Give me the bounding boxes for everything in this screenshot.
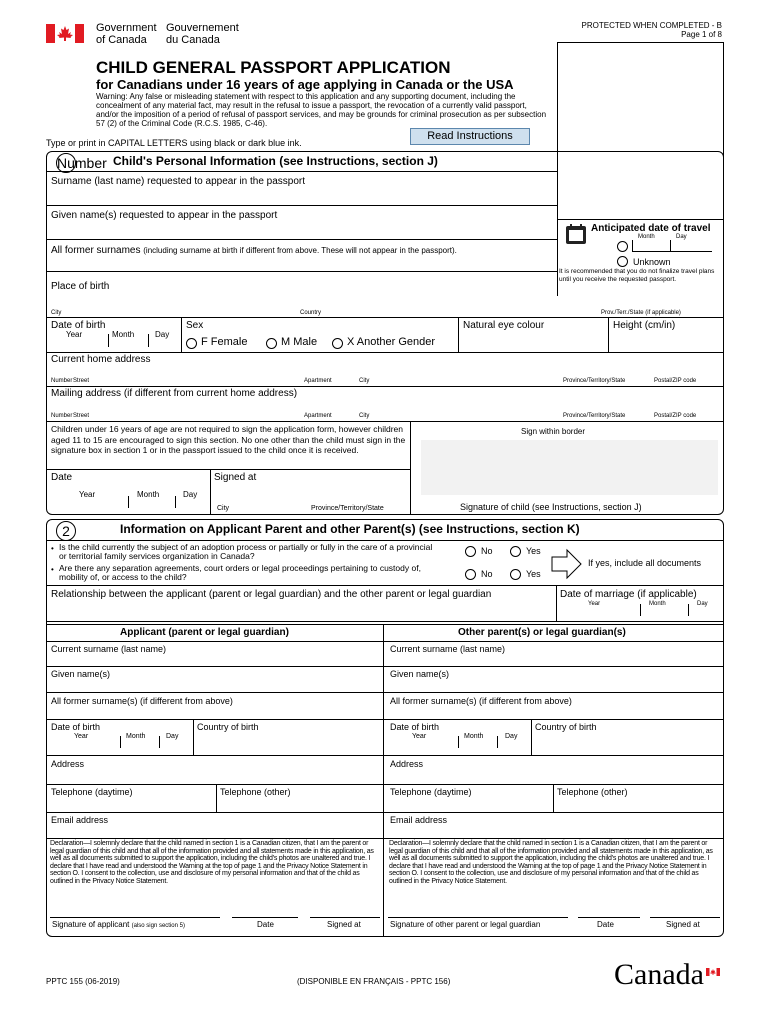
applicant-dob-day-label: Day bbox=[166, 733, 179, 740]
other-address-label: Address bbox=[390, 759, 424, 769]
applicant-dob-month-label: Month bbox=[126, 733, 146, 740]
gov-fr-line2: du Canada bbox=[166, 34, 220, 46]
q2-text: Are there any separation agreements, court orders or legal proceedings pertaining to custody of, mobility of, or access to the child? bbox=[59, 563, 421, 582]
other-given-label: Given name(s) bbox=[390, 669, 450, 679]
q2-no-label: No bbox=[481, 569, 493, 579]
q1-no-label: No bbox=[481, 546, 493, 556]
child-signed-city-label: City bbox=[217, 505, 230, 512]
q2-yes-radio[interactable] bbox=[510, 569, 521, 580]
other-parent-column-title: Other parent(s) or legal guardian(s) bbox=[458, 627, 626, 638]
canada-flag-logo bbox=[46, 24, 84, 43]
form-title: CHILD GENERAL PASSPORT APPLICATION bbox=[96, 58, 451, 77]
other-sig-date-label: Date bbox=[597, 920, 614, 929]
sex-female-radio[interactable] bbox=[186, 338, 197, 349]
protected-label: PROTECTED WHEN COMPLETED - B bbox=[581, 21, 722, 30]
calendar-icon bbox=[565, 223, 587, 245]
applicant-tel-other-label: Telephone (other) bbox=[220, 787, 291, 797]
other-dob-year-label: Year bbox=[412, 733, 427, 740]
eye-colour-label: Natural eye colour bbox=[463, 320, 545, 331]
other-dob-month-label: Month bbox=[464, 733, 484, 740]
sign-within-border-label: Sign within border bbox=[521, 427, 586, 436]
other-dob-day-label: Day bbox=[505, 733, 518, 740]
sex-female-label: F Female bbox=[201, 336, 248, 348]
relationship-label: Relationship between the applicant (parent or legal guardian) and the other parent or legal guardian bbox=[51, 589, 492, 600]
travel-day-label: Day bbox=[676, 234, 687, 240]
q1-yes-label: Yes bbox=[526, 546, 541, 556]
home-apartment-label: Apartment bbox=[304, 378, 332, 384]
other-sig-signed-at-label: Signed at bbox=[666, 920, 700, 929]
former-surnames-note: (including surname at birth if different from above. These will not appear in the passport). bbox=[143, 246, 457, 255]
q1-no-radio[interactable] bbox=[465, 546, 476, 557]
q1-text: Is the child currently the subject of an adoption process or partially or fully in the care of a provincial or territorial family services organization in Canada? bbox=[59, 542, 433, 561]
mail-postal-label: Postal/ZIP code bbox=[654, 413, 697, 419]
other-signature-label: Signature of other parent or legal guardian bbox=[390, 920, 541, 929]
sex-another-radio[interactable] bbox=[332, 338, 343, 349]
sex-male-label: M Male bbox=[281, 336, 318, 348]
marriage-year: Year bbox=[588, 601, 601, 607]
travel-month-label: Month bbox=[638, 234, 655, 240]
applicant-email-label: Email address bbox=[51, 815, 109, 825]
applicant-signature-label: Signature of applicant (also sign section 5) bbox=[52, 920, 185, 929]
travel-unknown-radio[interactable] bbox=[617, 256, 628, 267]
travel-unknown-label: Unknown bbox=[633, 257, 671, 267]
other-former-label: All former surname(s) (if different from above) bbox=[390, 696, 572, 706]
mail-city-label: City bbox=[359, 413, 370, 419]
surname-input[interactable] bbox=[46, 188, 556, 204]
travel-title: Anticipated date of travel bbox=[591, 223, 711, 234]
q1-bullet-icon: • bbox=[51, 544, 54, 553]
other-country-birth-label: Country of birth bbox=[535, 722, 597, 732]
former-surnames-input[interactable] bbox=[46, 258, 556, 270]
child-date-day-label: Day bbox=[183, 490, 198, 499]
applicant-dob-year-label: Year bbox=[74, 733, 89, 740]
home-address-label: Current home address bbox=[51, 354, 151, 365]
q1-yes-radio[interactable] bbox=[510, 546, 521, 557]
travel-date-radio[interactable] bbox=[617, 241, 628, 252]
other-email-label: Email address bbox=[390, 815, 448, 825]
mail-number-label: Number bbox=[51, 413, 73, 419]
former-surnames-label: All former surnames (including surname at birth if different from above. These will not appear in the passport). bbox=[51, 245, 457, 256]
mail-street-label: Street bbox=[73, 413, 90, 419]
wordmark-flag-icon bbox=[706, 963, 720, 971]
applicant-address-label: Address bbox=[51, 759, 85, 769]
pob-country-label: Country bbox=[300, 310, 322, 316]
arrow-right-icon bbox=[551, 548, 583, 580]
section1-title: Child's Personal Information (see Instructions, section J) bbox=[113, 154, 438, 168]
surname-label: Surname (last name) requested to appear in the passport bbox=[51, 176, 306, 187]
applicant-tel-day-label: Telephone (daytime) bbox=[51, 787, 133, 797]
section2-number: 2 bbox=[56, 521, 76, 541]
page-number: Page 1 of 8 bbox=[681, 30, 722, 39]
other-tel-day-label: Telephone (daytime) bbox=[390, 787, 472, 797]
mail-apartment-label: Apartment bbox=[304, 413, 332, 419]
home-postal-label: Postal/ZIP code bbox=[654, 378, 697, 384]
pob-city-label: City bbox=[51, 310, 62, 316]
applicant-sig-signed-at-label: Signed at bbox=[327, 920, 361, 929]
section2-title: Information on Applicant Parent and other Parent(s) (see Instructions, section K) bbox=[120, 522, 580, 536]
mailing-address-label: Mailing address (if different from current home address) bbox=[51, 388, 298, 399]
given-name-input[interactable] bbox=[46, 222, 556, 238]
form-code: PPTC 155 (06-2019) bbox=[46, 977, 120, 986]
applicant-dob-label: Date of birth bbox=[51, 722, 101, 732]
applicant-declaration: Declaration—I solemnly declare that the child named in section 1 is a Canadian citizen, that I am the parent or legal guardian of this child and that all of the information provided and all statements made in this application, as well as all documents submitted to support the application, including the child's photos are unaltered and true. I declare that I have read and understood the Warning at the top of page 1 and the Privacy Notice Statement in section O. I consent to the collection, use and disclosure of my personal information and that of the child as outlined in the Privacy Notice Statement. bbox=[50, 840, 374, 885]
pob-prov-label: Prov./Terr./State (if applicable) bbox=[601, 310, 681, 316]
home-number-label: Number bbox=[51, 378, 73, 384]
height-label: Height (cm/in) bbox=[613, 320, 676, 331]
q2-bullet-icon: • bbox=[51, 565, 54, 574]
sex-another-label: X Another Gender bbox=[347, 336, 436, 348]
child-signed-prov-label: Province/Territory/State bbox=[311, 505, 384, 512]
child-signed-at-label: Signed at bbox=[214, 472, 257, 483]
q2-no-radio[interactable] bbox=[465, 569, 476, 580]
marriage-day-label: Day bbox=[697, 601, 708, 607]
dob-label: Date of birth bbox=[51, 320, 106, 331]
other-declaration: Declaration—I solemnly declare that the child named in section 1 is a Canadian citizen, that I am the parent or legal guardian of this child and that all of the information provided and all statements made in this application, as well as all documents submitted to support the application, including the child's photos are unaltered and true. I declare that I have read and understood the Warning at the top of page 1 and the Privacy Notice Statement in section O. I consent to the collection, use and disclosure of my personal information and that of the child as outlined in the Privacy Notice Statement. bbox=[389, 840, 713, 885]
home-prov-label: Province/Territory/State bbox=[563, 378, 626, 384]
child-date-month-label: Month bbox=[137, 490, 160, 499]
child-date-label: Date bbox=[51, 472, 73, 483]
home-street-label: Street bbox=[73, 378, 90, 384]
other-surname-label: Current surname (last name) bbox=[390, 644, 506, 654]
marriage-month-label: Month bbox=[649, 601, 666, 607]
applicant-sig-date-label: Date bbox=[257, 920, 274, 929]
if-yes-label: If yes, include all documents bbox=[588, 558, 702, 568]
gov-fr-line1: Gouvernement bbox=[166, 22, 239, 34]
other-dob-label: Date of birth bbox=[390, 722, 440, 732]
applicant-country-birth-label: Country of birth bbox=[197, 722, 259, 732]
q2-yes-label: Yes bbox=[526, 569, 541, 579]
mail-prov-label: Province/Territory/State bbox=[563, 413, 626, 419]
marriage-label: Date of marriage (if applicable) bbox=[560, 589, 697, 600]
dob-day-label: Day bbox=[155, 330, 170, 339]
dob-year-label: Year bbox=[66, 330, 83, 339]
travel-note: It is recommended that you do not finalize travel plans until you receive the requested passport. bbox=[559, 268, 715, 283]
sex-label: Sex bbox=[186, 320, 204, 331]
section1-number: Number bbox=[57, 155, 107, 171]
form-subtitle: for Canadians under 16 years of age applying in Canada or the USA bbox=[96, 77, 514, 92]
gov-en-line2: of Canada bbox=[96, 34, 147, 46]
other-tel-other-label: Telephone (other) bbox=[557, 787, 628, 797]
read-instructions-button[interactable]: Read Instructions bbox=[410, 128, 530, 145]
applicant-given-label: Given name(s) bbox=[51, 669, 111, 679]
applicant-former-label: All former surname(s) (if different from above) bbox=[51, 696, 233, 706]
french-version-note: (DISPONIBLE EN FRANÇAIS - PPTC 156) bbox=[297, 977, 451, 986]
children-signature-note: Children under 16 years of age are not required to sign the application form, however children aged 11 to 15 are encouraged to sign this section. No one other than the child must sign in the signature box in section 1 or in the passport issued to the child once it is received. bbox=[51, 424, 406, 455]
type-instruction: Type or print in CAPITAL LETTERS using black or dark blue ink. bbox=[46, 138, 302, 148]
child-signature-box[interactable] bbox=[421, 440, 718, 495]
canada-wordmark: Canada bbox=[614, 958, 704, 991]
applicant-column-title: Applicant (parent or legal guardian) bbox=[120, 627, 289, 638]
place-of-birth-label: Place of birth bbox=[51, 281, 110, 292]
home-city-label: City bbox=[359, 378, 370, 384]
child-signature-label: Signature of child (see Instructions, section J) bbox=[460, 502, 642, 512]
dob-month-label: Month bbox=[112, 330, 135, 339]
sex-male-radio[interactable] bbox=[266, 338, 277, 349]
child-date-year-label: Year bbox=[79, 490, 96, 499]
applicant-surname-label: Current surname (last name) bbox=[51, 644, 167, 654]
other-signature-field[interactable] bbox=[386, 896, 722, 916]
gov-en-line1: Government bbox=[96, 22, 157, 34]
warning-text: Warning: Any false or misleading statement with respect to this application and any supporting document, including the concealment of any material fact, may result in the refusal to issue a passport, the revocation of a currently valid passport, and/or the imposition of a period of refusal of passport services, and may be grounds for criminal prosecution as per subsection 57 (2) of the Criminal Code (R.C.S. 1985, C-46). bbox=[96, 92, 547, 128]
applicant-signature-field[interactable] bbox=[48, 896, 381, 916]
given-name-label: Given name(s) requested to appear in the passport bbox=[51, 210, 278, 221]
